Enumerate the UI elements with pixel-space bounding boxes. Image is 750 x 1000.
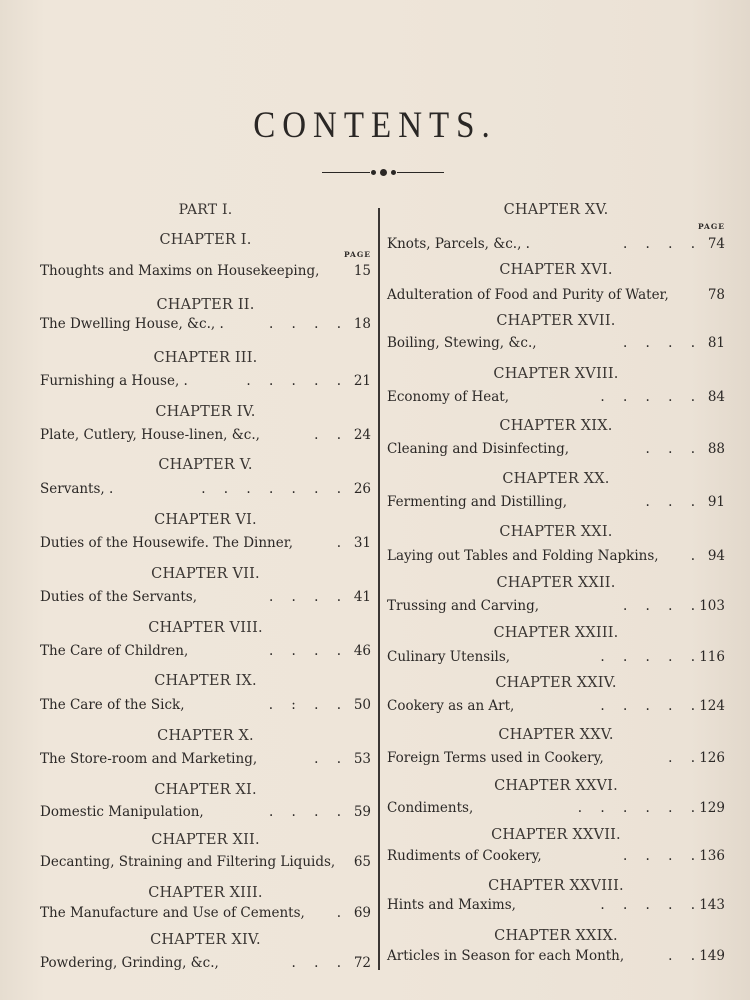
entry-title: Culinary Utensils, xyxy=(387,649,511,665)
chapter-heading: CHAPTER III. xyxy=(153,350,258,366)
entry-title: Fermenting and Distilling, xyxy=(387,494,567,510)
toc-entry[interactable] xyxy=(40,854,371,870)
title-ornament xyxy=(322,168,444,176)
toc-entry[interactable] xyxy=(387,848,725,864)
page-number: 65 xyxy=(353,854,371,870)
page-number: 84 xyxy=(707,389,725,405)
dot-leaders: . . xyxy=(314,751,341,767)
dot-leaders: . . . . . xyxy=(600,649,695,665)
toc-entry[interactable] xyxy=(40,751,371,767)
dot-leaders: . xyxy=(690,548,695,564)
toc-entry[interactable] xyxy=(387,389,725,405)
dot-leaders: . . xyxy=(668,948,695,964)
toc-entry[interactable] xyxy=(387,548,725,564)
dot-leaders: . . . . . . xyxy=(577,800,695,816)
dot-leaders: . . . xyxy=(645,441,695,457)
page-number: 116 xyxy=(699,649,725,665)
dot-leaders: . . . . xyxy=(622,848,695,864)
chapter-heading: CHAPTER XXIX. xyxy=(494,928,618,944)
toc-entry[interactable] xyxy=(387,441,725,457)
page-number: 126 xyxy=(699,750,725,766)
toc-entry[interactable] xyxy=(387,494,725,510)
entry-title: Domestic Manipulation, xyxy=(40,804,204,820)
dot-leaders: . . . . . xyxy=(600,897,695,913)
chapter-heading: CHAPTER XXVI. xyxy=(494,778,618,794)
page-number: 91 xyxy=(707,494,725,510)
page-number: 124 xyxy=(699,698,725,714)
page-number: 26 xyxy=(353,481,371,497)
entry-title: Condiments, xyxy=(387,800,474,816)
toc-entry[interactable] xyxy=(387,287,725,303)
entry-title: Servants, . xyxy=(40,481,114,497)
chapter-heading: CHAPTER XXV. xyxy=(498,727,614,743)
toc-entry[interactable] xyxy=(40,373,371,389)
dot-leaders: . . . . xyxy=(622,598,695,614)
chapter-heading: CHAPTER XIII. xyxy=(148,885,263,901)
chapter-heading: CHAPTER IX. xyxy=(154,673,257,689)
toc-entry[interactable] xyxy=(387,335,725,351)
toc-entry[interactable] xyxy=(387,598,725,614)
page-number: 136 xyxy=(699,848,725,864)
entry-title: Adulteration of Food and Purity of Water, xyxy=(387,287,669,303)
toc-entry[interactable] xyxy=(40,955,371,971)
page-number: 149 xyxy=(699,948,725,964)
toc-entry[interactable] xyxy=(387,698,725,714)
page-number: 15 xyxy=(353,263,371,279)
chapter-heading: CHAPTER XXVIII. xyxy=(488,878,624,894)
chapter-heading: CHAPTER X. xyxy=(157,728,254,744)
entry-title: Hints and Maxims, xyxy=(387,897,516,913)
chapter-heading: CHAPTER XXVII. xyxy=(491,827,621,843)
toc-entry[interactable] xyxy=(40,697,371,713)
dot-leaders: . . xyxy=(314,427,341,443)
dot-leaders: . . . xyxy=(645,494,695,510)
dot-leaders: . . . . xyxy=(622,335,695,351)
page-number: 129 xyxy=(699,800,725,816)
dot-leaders: . xyxy=(336,535,341,551)
entry-title: Plate, Cutlery, House-linen, &c., xyxy=(40,427,260,443)
toc-entry[interactable] xyxy=(40,589,371,605)
entry-title: Powdering, Grinding, &c., xyxy=(40,955,219,971)
toc-entry[interactable] xyxy=(40,804,371,820)
entry-title: The Store-room and Marketing, xyxy=(40,751,258,767)
page-number: 88 xyxy=(707,441,725,457)
chapter-heading: CHAPTER XV. xyxy=(503,202,609,218)
entry-title: Rudiments of Cookery, xyxy=(387,848,542,864)
chapter-heading: CHAPTER XIX. xyxy=(499,418,613,434)
page-number: 69 xyxy=(353,905,371,921)
chapter-heading: CHAPTER V. xyxy=(158,457,253,473)
entry-title: Articles in Season for each Month, xyxy=(387,948,625,964)
entry-title: Duties of the Servants, xyxy=(40,589,197,605)
toc-entry[interactable] xyxy=(387,897,725,913)
chapter-heading: CHAPTER XVII. xyxy=(496,313,616,329)
toc-entry[interactable] xyxy=(40,643,371,659)
entry-title: Laying out Tables and Folding Napkins, xyxy=(387,548,659,564)
toc-entry[interactable] xyxy=(387,750,725,766)
page-number: 72 xyxy=(353,955,371,971)
dot-leaders: . . . . . xyxy=(600,698,695,714)
chapter-heading: CHAPTER XIV. xyxy=(150,932,261,948)
page-column-header: PAGE xyxy=(697,222,725,231)
entry-title: Cookery as an Art, xyxy=(387,698,515,714)
entry-title: Boiling, Stewing, &c., xyxy=(387,335,537,351)
chapter-heading: CHAPTER XVI. xyxy=(499,262,613,278)
chapter-heading: CHAPTER XX. xyxy=(502,471,610,487)
chapter-heading: CHAPTER XXIV. xyxy=(495,675,617,691)
entry-title: Furnishing a House, . xyxy=(40,373,188,389)
page-number: 31 xyxy=(353,535,371,551)
page-number: 81 xyxy=(707,335,725,351)
chapter-heading: CHAPTER XI. xyxy=(154,782,257,798)
page-number: 143 xyxy=(699,897,725,913)
entry-title: Economy of Heat, xyxy=(387,389,510,405)
entry-title: Trussing and Carving, xyxy=(387,598,540,614)
dot-leaders: . . . . xyxy=(268,804,341,820)
chapter-heading: CHAPTER VIII. xyxy=(148,620,263,636)
dot-leaders: . xyxy=(336,905,341,921)
page-number: 21 xyxy=(353,373,371,389)
page-column-header: PAGE xyxy=(343,250,371,259)
toc-entry[interactable] xyxy=(387,948,725,964)
entry-title: The Care of the Sick, xyxy=(40,697,185,713)
page-number: 78 xyxy=(707,287,725,303)
chapter-heading: CHAPTER XXIII. xyxy=(493,625,619,641)
page-number: 46 xyxy=(353,643,371,659)
chapter-heading: CHAPTER II. xyxy=(156,297,255,313)
dot-leaders: . : . . xyxy=(268,697,341,713)
toc-entry[interactable] xyxy=(40,316,371,332)
chapter-heading: CHAPTER I. xyxy=(159,232,252,248)
entry-title: Knots, Parcels, &c., . xyxy=(387,236,530,252)
toc-entry[interactable] xyxy=(387,800,725,816)
entry-title: The Care of Children, xyxy=(40,643,189,659)
column-divider xyxy=(378,208,380,970)
dot-leaders: . . . xyxy=(291,955,341,971)
entry-title: The Manufacture and Use of Cements, xyxy=(40,905,305,921)
entry-title: Foreign Terms used in Cookery, xyxy=(387,750,604,766)
dot-leaders: . . . . xyxy=(268,643,341,659)
dot-leaders: . . . . xyxy=(268,316,341,332)
dot-leaders: . . . . . xyxy=(246,373,341,389)
toc-entry[interactable] xyxy=(40,427,371,443)
chapter-heading: CHAPTER XVIII. xyxy=(493,366,619,382)
chapter-heading: CHAPTER XII. xyxy=(151,832,260,848)
toc-entry[interactable] xyxy=(387,649,725,665)
dot-leaders: . . . . xyxy=(622,236,695,252)
toc-entry[interactable] xyxy=(40,535,371,551)
entry-title: Cleaning and Disinfecting, xyxy=(387,441,569,457)
dot-leaders: . . . . xyxy=(268,589,341,605)
page-number: 94 xyxy=(707,548,725,564)
toc-entry[interactable] xyxy=(40,905,371,921)
chapter-heading: CHAPTER XXI. xyxy=(499,524,613,540)
part-heading: PART I. xyxy=(178,202,233,218)
chapter-heading: CHAPTER VI. xyxy=(154,512,257,528)
page-number: 53 xyxy=(353,751,371,767)
page-number: 41 xyxy=(353,589,371,605)
contents-title: CONTENTS. xyxy=(253,105,497,147)
dot-leaders: . . . . . . . xyxy=(201,481,341,497)
page-number: 74 xyxy=(707,236,725,252)
chapter-heading: CHAPTER VII. xyxy=(151,566,260,582)
page-number: 18 xyxy=(353,316,371,332)
toc-entry[interactable] xyxy=(387,236,725,252)
entry-title: Duties of the Housewife. The Dinner, xyxy=(40,535,293,551)
page-number: 50 xyxy=(353,697,371,713)
dot-leaders: . . . . . xyxy=(600,389,695,405)
chapter-heading: CHAPTER IV. xyxy=(155,404,256,420)
toc-entry[interactable] xyxy=(40,263,371,279)
page-number: 59 xyxy=(353,804,371,820)
toc-entry[interactable] xyxy=(40,481,371,497)
entry-title: Decanting, Straining and Filtering Liquids, xyxy=(40,854,336,870)
dot-leaders: . . xyxy=(668,750,695,766)
entry-title: Thoughts and Maxims on Housekeeping, xyxy=(40,263,320,279)
chapter-heading: CHAPTER XXII. xyxy=(496,575,616,591)
entry-title: The Dwelling House, &c., . xyxy=(40,316,224,332)
page-number: 103 xyxy=(699,598,725,614)
page-number: 24 xyxy=(353,427,371,443)
